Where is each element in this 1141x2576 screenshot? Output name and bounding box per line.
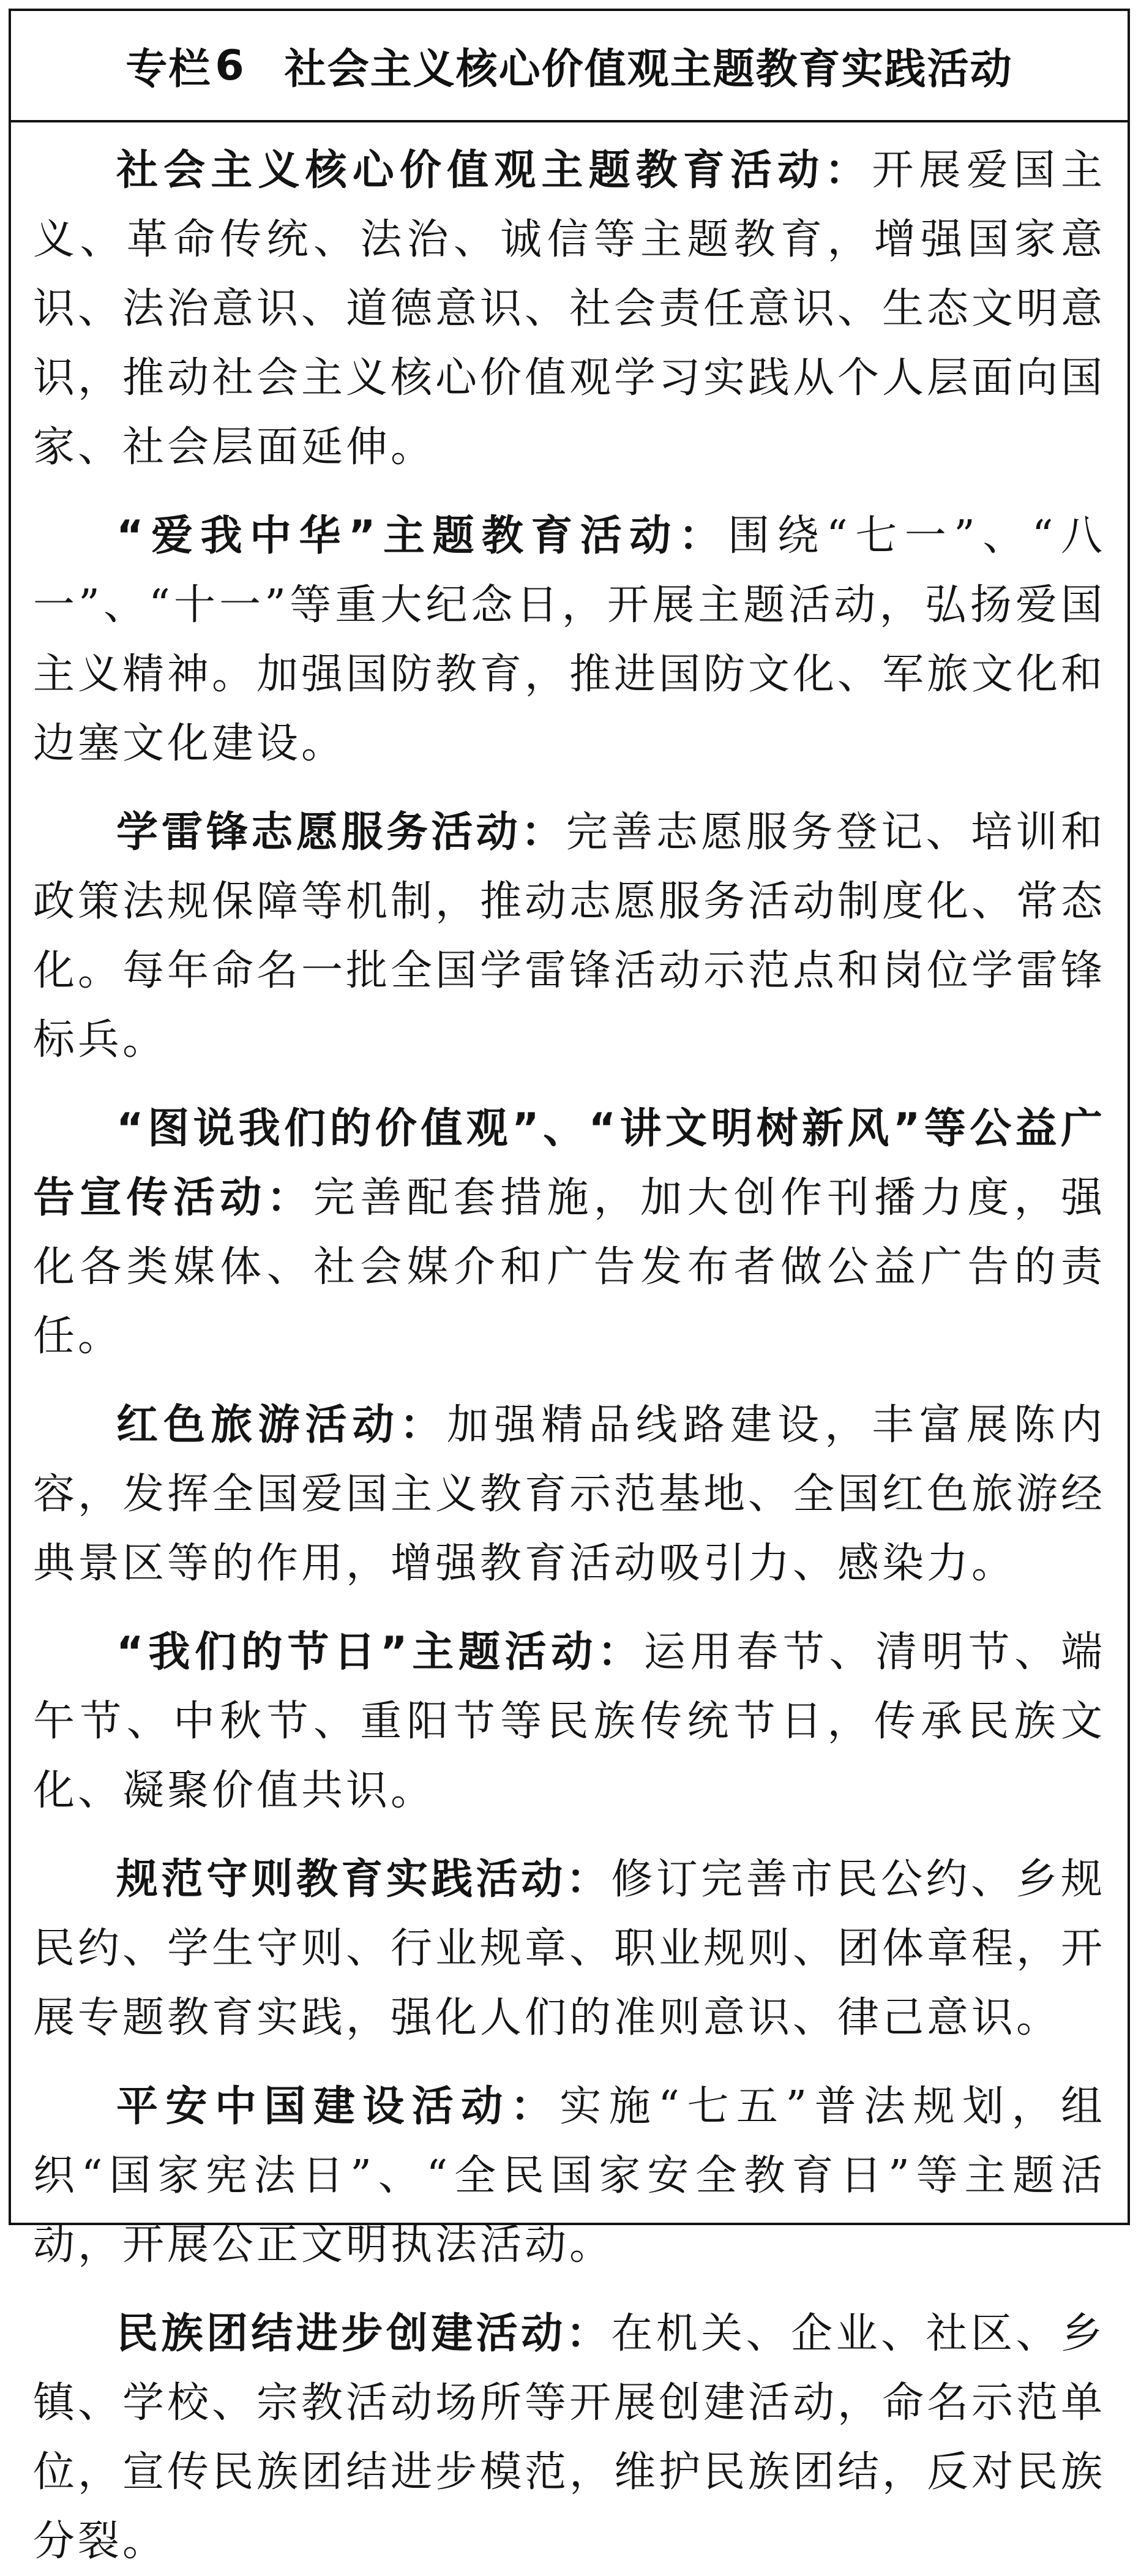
- activity-heading: 红色旅游活动：: [116, 1401, 447, 1449]
- activity-paragraph: [33, 1391, 1105, 1598]
- activity-paragraph: [33, 1618, 1105, 1825]
- activity-paragraph: [33, 136, 1105, 482]
- activity-paragraph: [33, 2299, 1105, 2576]
- activity-text: 完善配套措施，加大创作刊播力度，强化各类媒体、社会媒介和广告发布者做公益广告的责任。: [33, 1174, 1105, 1361]
- column-label: 专栏: [125, 45, 212, 94]
- column-title-bar: [11, 11, 1128, 122]
- activity-text: 修订完善市民公约、乡规民约、学生守则、行业规章、职业规则、团体章程，开展专题教育实践，强化人们的准则意识、律己意识。: [33, 1855, 1106, 2042]
- activity-paragraph: [33, 2072, 1105, 2280]
- activity-heading: “图说我们的价值观”、“讲文明树新风”等公益广告宣传活动：: [33, 1105, 1105, 1222]
- activity-heading: “我们的节日”主题活动：: [116, 1628, 644, 1677]
- activity-heading: 规范守则教育实践活动：: [116, 1855, 612, 1904]
- activity-heading: 民族团结进步创建活动：: [116, 2310, 612, 2358]
- column-number: 6: [215, 41, 245, 90]
- activity-text: 开展爱国主义、革命传统、法治、诚信等主题教育，增强国家意识、法治意识、道德意识、社会责任意识、生态文明意识，推动社会主义核心价值观学习实践从个人层面向国家、社会层面延伸。: [33, 146, 1106, 471]
- activity-text: 围绕“七一”、“八一”、“十一”等重大纪念日，开展主题活动，弘扬爱国主义精神。加强国防教育，推进国防文化、军旅文化和边塞文化建设。: [33, 512, 1106, 768]
- activity-paragraph: [33, 798, 1105, 1075]
- activity-heading: 平安中国建设活动：: [116, 2082, 560, 2131]
- column-title: 社会主义核心价值观主题教育实践活动: [284, 45, 1013, 94]
- activity-text: 实施“七五”普法规划，组织“国家宪法日”、“全民国家安全教育日”等主题活动，开展公正文明执法活动。: [33, 2082, 1105, 2269]
- activity-text: 完善志愿服务登记、培训和政策法规保障等机制，推动志愿服务活动制度化、常态化。每年命名一批全国学雷锋活动示范点和岗位学雷锋标兵。: [33, 808, 1106, 1064]
- column-content: [11, 122, 1128, 2576]
- activity-paragraph: [33, 1094, 1105, 1371]
- activity-heading: 学雷锋志愿服务活动：: [116, 808, 566, 857]
- activity-heading: “爱我中华”主题教育活动：: [116, 512, 728, 560]
- activity-text: 运用春节、清明节、端午节、中秋节、重阳节等民族传统节日，传承民族文化、凝聚价值共识。: [33, 1628, 1105, 1815]
- activity-text: 加强精品线路建设，丰富展陈内容，发挥全国爱国主义教育示范基地、全国红色旅游经典景区等的作用，增强教育活动吸引力、感染力。: [33, 1401, 1106, 1588]
- activity-text: 在机关、企业、社区、乡镇、学校、宗教活动场所等开展创建活动，命名示范单位，宣传民族团结进步模范，维护民族团结，反对民族分裂。: [33, 2310, 1106, 2566]
- activity-heading: 社会主义核心价值观主题教育活动：: [116, 146, 872, 195]
- activity-paragraph: [33, 501, 1105, 778]
- activity-paragraph: [33, 1845, 1105, 2052]
- column-box: [9, 9, 1130, 2566]
